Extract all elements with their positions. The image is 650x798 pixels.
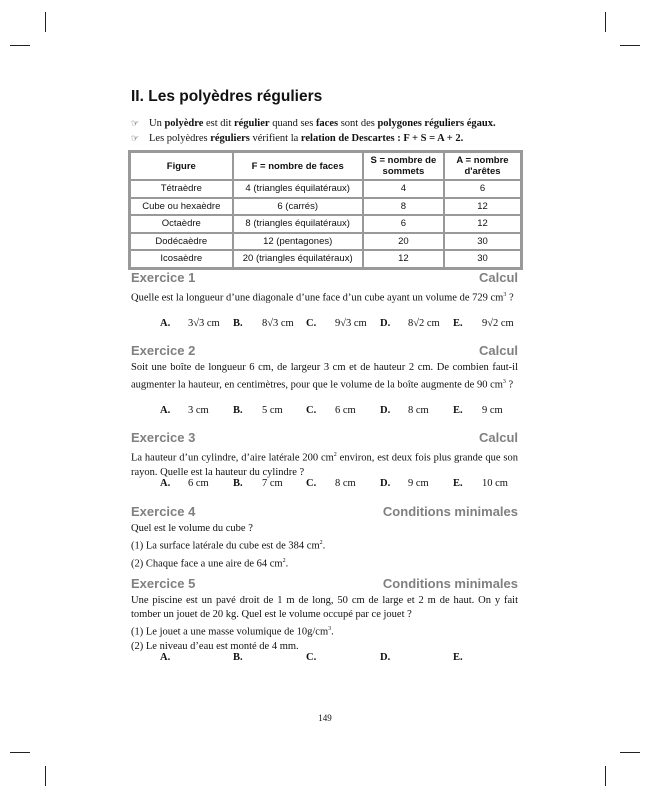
exercise-title: Exercice 1 — [131, 270, 196, 285]
table-cell: 30 — [444, 233, 521, 251]
exercise-text — [131, 448, 518, 480]
table-cell: 4 — [363, 180, 444, 198]
answer-value: 9√3 cm — [335, 318, 367, 329]
answer-letter: C. — [306, 652, 317, 663]
exercise-text — [131, 594, 518, 654]
answer-letter: C. — [306, 478, 317, 489]
exercise-heading — [131, 504, 518, 519]
bullet-text: quand ses — [269, 118, 316, 129]
exercise-heading — [131, 343, 518, 358]
table-cell: 6 (carrés) — [233, 198, 363, 216]
answer-value: 6 cm — [188, 478, 209, 489]
answer-letter: A. — [160, 405, 171, 416]
table-cell: 6 — [444, 180, 521, 198]
definition-bullet — [131, 118, 496, 129]
table-cell: Dodécaèdre — [130, 233, 233, 251]
answer-letter: D. — [380, 652, 391, 663]
bullet-text: relation de Descartes : F + S = A + 2. — [300, 133, 464, 144]
column-header: A = nombre d'arêtes — [444, 152, 521, 180]
text-line: Soit une boîte de longueur 6 cm, de largeur 3 cm et de hauteur 2 cm. De combien faut-il augmenter la hauteur, en centimètres, pour que le volume de la boîte augmente de 90 $cm^3$ ? — [131, 362, 518, 391]
bullet-text: polyèdre — [164, 118, 204, 129]
answer-letter: B. — [233, 478, 243, 489]
answer-value: 8√3 cm — [262, 318, 294, 329]
text-line: (2) Le niveau d’eau est monté de 4 mm. — [131, 640, 299, 652]
table-row — [130, 180, 521, 198]
table-row — [130, 250, 521, 268]
bullet-text: Un — [149, 118, 165, 129]
answer-letter: D. — [380, 478, 391, 489]
answer-letter: D. — [380, 318, 391, 329]
answer-letter: B. — [233, 405, 243, 416]
text-line: Quelle est la longueur d’une diagonale d’une face d’un cube ayant un volume de 729 $cm^3$ ? — [131, 292, 514, 304]
exercise-title: Exercice 5 — [131, 576, 196, 591]
exercise-heading — [131, 576, 518, 591]
text-line: (2) Chaque face a une aire de 64 $cm^2$. — [131, 557, 289, 569]
answer-letter: E. — [453, 478, 463, 489]
text-line: Quel est le volume du cube ? — [131, 523, 253, 534]
text-line: (1) Le jouet a une masse volumique de $10g/cm^3$. — [131, 626, 334, 638]
table-cell: 8 — [363, 198, 444, 216]
answer-letter: A. — [160, 478, 171, 489]
answer-letter: A. — [160, 652, 171, 663]
column-header: Figure — [130, 152, 233, 180]
table-cell: 8 (triangles équilatéraux) — [233, 215, 363, 233]
table-cell: 12 — [444, 198, 521, 216]
table-cell: Icosaèdre — [130, 250, 233, 268]
bullet-text: Les polyèdres — [149, 133, 211, 144]
answer-value: 3 cm — [188, 405, 209, 416]
bullet-text: vérifient la — [249, 133, 301, 144]
crop-mark — [605, 12, 606, 32]
column-header: S = nombre de sommets — [363, 152, 444, 180]
hand-pointing-icon: ☞ — [131, 119, 140, 129]
table-cell: Octaèdre — [130, 215, 233, 233]
bullet-text: est dit — [203, 118, 234, 129]
exercise-type: Calcul — [478, 270, 518, 285]
table-row — [130, 198, 521, 216]
table-cell: 30 — [444, 250, 521, 268]
table-row — [130, 233, 521, 251]
crop-mark — [10, 752, 30, 753]
answer-value: 8√2 cm — [408, 318, 440, 329]
table-cell: 12 — [444, 215, 521, 233]
crop-mark — [620, 752, 640, 753]
table-cell: 6 — [363, 215, 444, 233]
answer-value: 7 cm — [262, 478, 283, 489]
answer-value: 9 cm — [408, 478, 429, 489]
crop-mark — [45, 12, 46, 32]
exercise-type: Conditions minimales — [382, 576, 518, 591]
polyhedra-table — [128, 150, 523, 270]
exercise-type: Conditions minimales — [382, 504, 518, 519]
crop-mark — [10, 45, 30, 46]
answer-letter: B. — [233, 318, 243, 329]
column-header: F = nombre de faces — [233, 152, 363, 180]
exercise-text — [131, 522, 518, 571]
exercise-text — [131, 288, 518, 306]
answer-letter: A. — [160, 318, 171, 329]
answer-letter: C. — [306, 318, 317, 329]
exercise-title: Exercice 2 — [131, 343, 196, 358]
answer-value: 8 cm — [408, 405, 429, 416]
table-cell: 4 (triangles équilatéraux) — [233, 180, 363, 198]
answer-letter: D. — [380, 405, 391, 416]
text-line: La hauteur d’un cylindre, d’aire latérale 200 $cm^2$ environ, est deux fois plus grande que son rayon. Quelle est la hauteur du cylindre ? — [131, 452, 519, 478]
bullet-text: polygones réguliers égaux. — [377, 118, 496, 129]
text-line: Une piscine est un pavé droit de 1 m de long, 50 cm de large et 2 m de haut. On y fait tomber un jouet de 20 kg. Quel est le volume occupé par ce jouet ? — [131, 595, 518, 620]
answer-value: 3√3 cm — [188, 318, 220, 329]
answer-value: 9√2 cm — [482, 318, 514, 329]
hand-pointing-icon: ☞ — [131, 134, 140, 144]
table-cell: 20 — [363, 233, 444, 251]
answer-letter: B. — [233, 652, 243, 663]
table-row — [130, 215, 521, 233]
answer-value: 6 cm — [335, 405, 356, 416]
answer-letter: E. — [453, 318, 463, 329]
descartes-bullet — [131, 133, 463, 144]
text-line: (1) La surface latérale du cube est de 384 $cm^2$. — [131, 540, 326, 552]
table-cell: Cube ou hexaèdre — [130, 198, 233, 216]
crop-mark — [620, 45, 640, 46]
table-cell: 12 (pentagones) — [233, 233, 363, 251]
answer-value: 5 cm — [262, 405, 283, 416]
answer-value: 10 cm — [482, 478, 508, 489]
answer-letter: E. — [453, 652, 463, 663]
answer-letter: C. — [306, 405, 317, 416]
crop-mark — [605, 766, 606, 786]
exercise-text — [131, 361, 518, 393]
exercise-type: Calcul — [478, 430, 518, 445]
exercise-heading — [131, 430, 518, 445]
answer-value: 8 cm — [335, 478, 356, 489]
exercise-title: Exercice 4 — [131, 504, 196, 519]
answer-value: 9 cm — [482, 405, 503, 416]
section-title: II. Les polyèdres réguliers — [131, 88, 323, 105]
exercise-type: Calcul — [478, 343, 518, 358]
page-number: 149 — [318, 713, 332, 723]
answer-letter: E. — [453, 405, 463, 416]
table-cell: Tétraèdre — [130, 180, 233, 198]
bullet-text: réguliers — [210, 133, 250, 144]
exercise-heading — [131, 270, 518, 285]
exercise-title: Exercice 3 — [131, 430, 196, 445]
table-cell: 12 — [363, 250, 444, 268]
bullet-text: faces — [315, 118, 339, 129]
bullet-text: sont des — [338, 118, 378, 129]
table-cell: 20 (triangles équilatéraux) — [233, 250, 363, 268]
bullet-text: régulier — [233, 118, 270, 129]
crop-mark — [45, 766, 46, 786]
